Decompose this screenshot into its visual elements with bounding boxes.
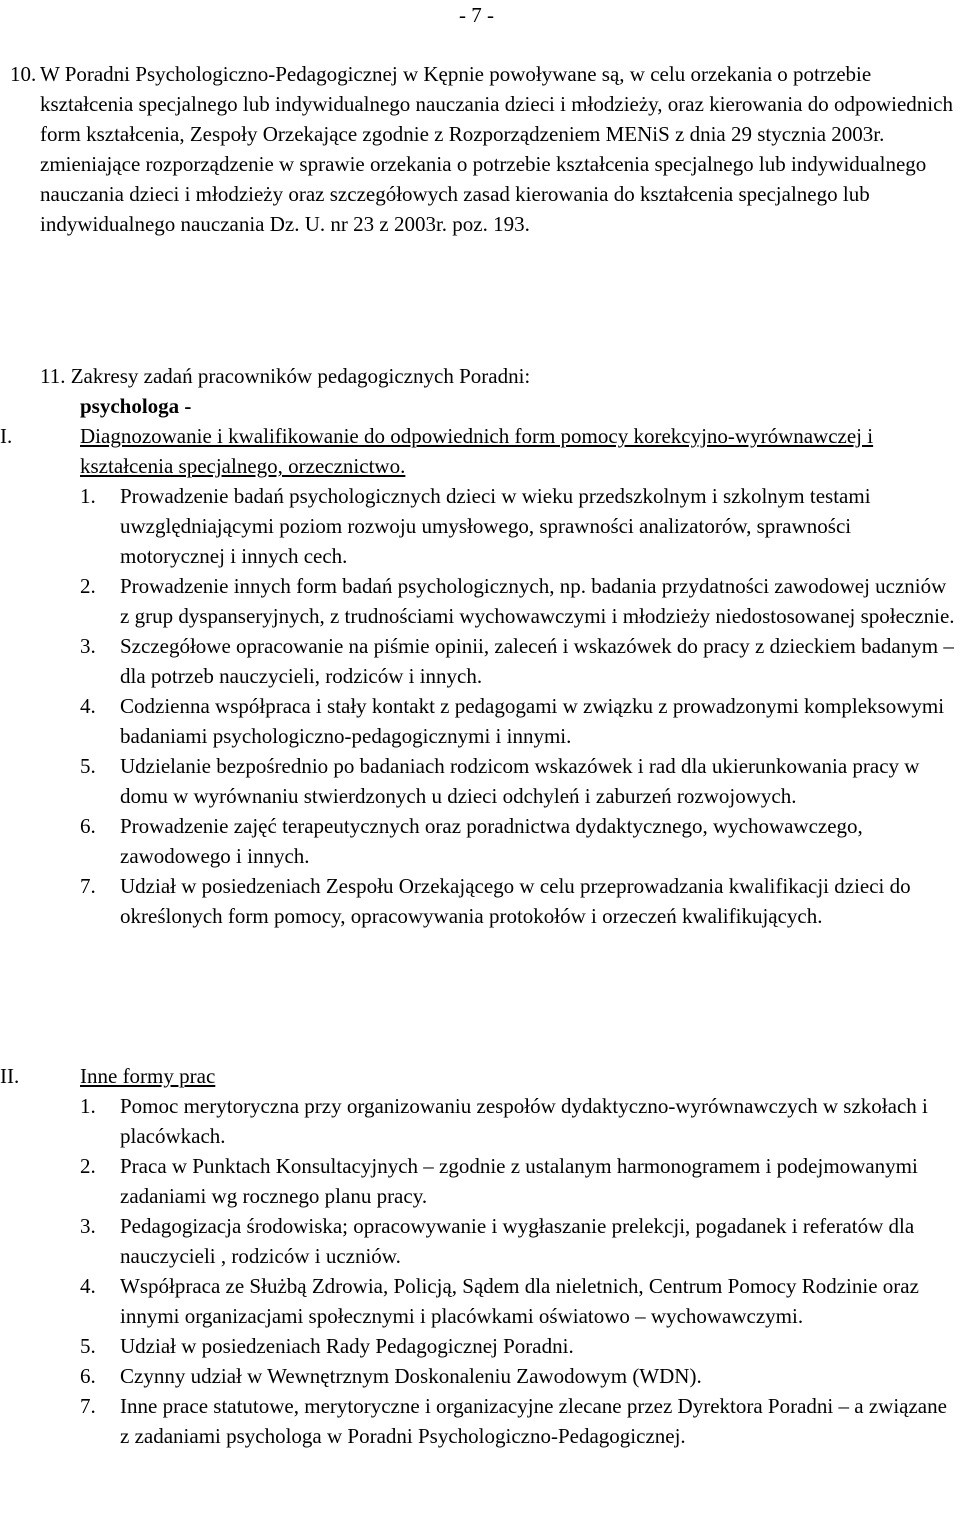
paragraph-10-text: W Poradni Psychologiczno-Pedagogicznej w Kępnie powoływane są, w celu orzekania o potrzebie kształcenia specjalnego lub indywidualnego nauczania dzieci i młodzieży, oraz kierowania do odpowiednich form kształcenia, Zespoły Orzekające zgodnie z Rozporządzeniem MENiS z dnia 29 stycznia 2003r. zmieniające rozporządzenie w sprawie orzekania o potrzebie kształcenia specjalnego lub indywidualnego nauczania dzieci i młodzieży oraz szczegółowych zasad kierowania do kształcenia specjalnego lub indywidualnego nauczania Dz. U. nr 23 z 2003r. poz. 193. [40, 62, 953, 236]
list-item-number: 2. [80, 1154, 96, 1178]
list-item-number: 4. [80, 1274, 96, 1298]
list-item-text: Udzielanie bezpośrednio po badaniach rodzicom wskazówek i rad dla ukierunkowania pracy w domu w wyrównaniu stwierdzonych u dzieci odchyleń i zaburzeń rozwojowych. [120, 754, 920, 808]
list-item-number: 3. [80, 1214, 96, 1238]
list-item-number: 6. [80, 814, 96, 838]
list-item-text: Codzienna współpraca i stały kontakt z pedagogami w związku z prowadzonymi kompleksowymi badaniami psychologiczno-pedagogicznymi i innymi. [120, 694, 945, 748]
section-II [0, 1061, 880, 1091]
list-item-text: Pomoc merytoryczna przy organizowaniu zespołów dydaktyczno-wyrównawczych w szkołach i placówkach. [120, 1094, 928, 1148]
section-I [0, 421, 880, 481]
list-item [80, 631, 960, 691]
list-item-text: Udział w posiedzeniach Rady Pedagogicznej Poradni. [120, 1334, 574, 1358]
section-11-subtitle: psychologa - [80, 394, 192, 418]
list-item-number: 7. [80, 1394, 96, 1418]
section-11-title: Zakresy zadań pracowników pedagogicznych Poradni: [70, 364, 531, 388]
list-item [80, 1391, 960, 1451]
list-item-number: 1. [80, 484, 96, 508]
list-item-text: Prowadzenie badań psychologicznych dzieci w wieku przedszkolnym i szkolnym testami uwzględniającymi poziom rozwoju umysłowego, sprawności analizatorów, sprawności motorycznej i innych cech. [120, 484, 871, 568]
section-II-list [80, 1091, 960, 1451]
list-item-number: 6. [80, 1364, 96, 1388]
section-I-heading: Diagnozowanie i kwalifikowanie do odpowiednich form pomocy korekcyjno-wyrównawczej i kształcenia specjalnego, orzecznictwo. [80, 424, 874, 478]
list-item [80, 1331, 960, 1361]
list-item-number: 5. [80, 754, 96, 778]
list-item [80, 1091, 960, 1151]
section-11-number: 11. [40, 364, 66, 388]
list-item-text: Pedagogizacja środowiska; opracowywanie i wygłaszanie prelekcji, pogadanek i referatów dla nauczycieli , rodziców i uczniów. [120, 1214, 915, 1268]
section-I-list [80, 481, 960, 931]
list-item-number: 4. [80, 694, 96, 718]
list-item-number: 5. [80, 1334, 96, 1358]
list-item-text: Praca w Punktach Konsultacyjnych – zgodnie z ustalanym harmonogramem i podejmowanymi zadaniami wg rocznego planu pracy. [120, 1154, 918, 1208]
list-item-text: Prowadzenie innych form badań psychologicznych, np. badania przydatności zawodowej uczniów z grup dyspanseryjnych, z trudnościami wychowawczymi i młodzieży niedostosowanej społecznie. [120, 574, 955, 628]
list-item-text: Współpraca ze Służbą Zdrowia, Policją, Sądem dla nieletnich, Centrum Pomocy Rodzinie oraz innymi organizacjami społecznymi i placówkami oświatowo – wychowawczymi. [120, 1274, 919, 1328]
section-II-number: II. [0, 1064, 20, 1088]
list-item [80, 571, 960, 631]
list-item-text: Czynny udział w Wewnętrznym Doskonaleniu Zawodowym (WDN). [120, 1364, 702, 1388]
list-item [80, 871, 960, 931]
list-item [80, 1151, 960, 1211]
section-11-title-row [40, 361, 958, 391]
list-item [80, 751, 960, 811]
page-number: - 7 - [459, 3, 494, 27]
list-item [80, 1361, 960, 1391]
list-item-number: 2. [80, 574, 96, 598]
list-item-text: Inne prace statutowe, merytoryczne i organizacyjne zlecane przez Dyrektora Poradni – a związane z zadaniami psychologa w Poradni Psychologiczno-Pedagogicznej. [120, 1394, 947, 1448]
list-item-number: 3. [80, 634, 96, 658]
list-item [80, 811, 960, 871]
list-item [80, 1271, 960, 1331]
list-item-number: 7. [80, 874, 96, 898]
list-item-text: Prowadzenie zajęć terapeutycznych oraz poradnictwa dydaktycznego, wychowawczego, zawodowego i innych. [120, 814, 863, 868]
list-item [80, 1211, 960, 1271]
list-item-number: 1. [80, 1094, 96, 1118]
section-I-number: I. [0, 424, 13, 448]
paragraph-10-number: 10. [10, 62, 37, 86]
list-item [80, 691, 960, 751]
paragraph-10 [10, 59, 958, 239]
list-item-text: Szczegółowe opracowanie na piśmie opinii, zaleceń i wskazówek do pracy z dzieckiem badanym – dla potrzeb nauczycieli, rodziców i innych. [120, 634, 954, 688]
section-II-heading: Inne formy prac [80, 1064, 216, 1088]
list-item-text: Udział w posiedzeniach Zespołu Orzekającego w celu przeprowadzania kwalifikacji dzieci do określonych form pomocy, opracowywania protokołów i orzeczeń kwalifikujących. [120, 874, 911, 928]
list-item [80, 481, 960, 571]
